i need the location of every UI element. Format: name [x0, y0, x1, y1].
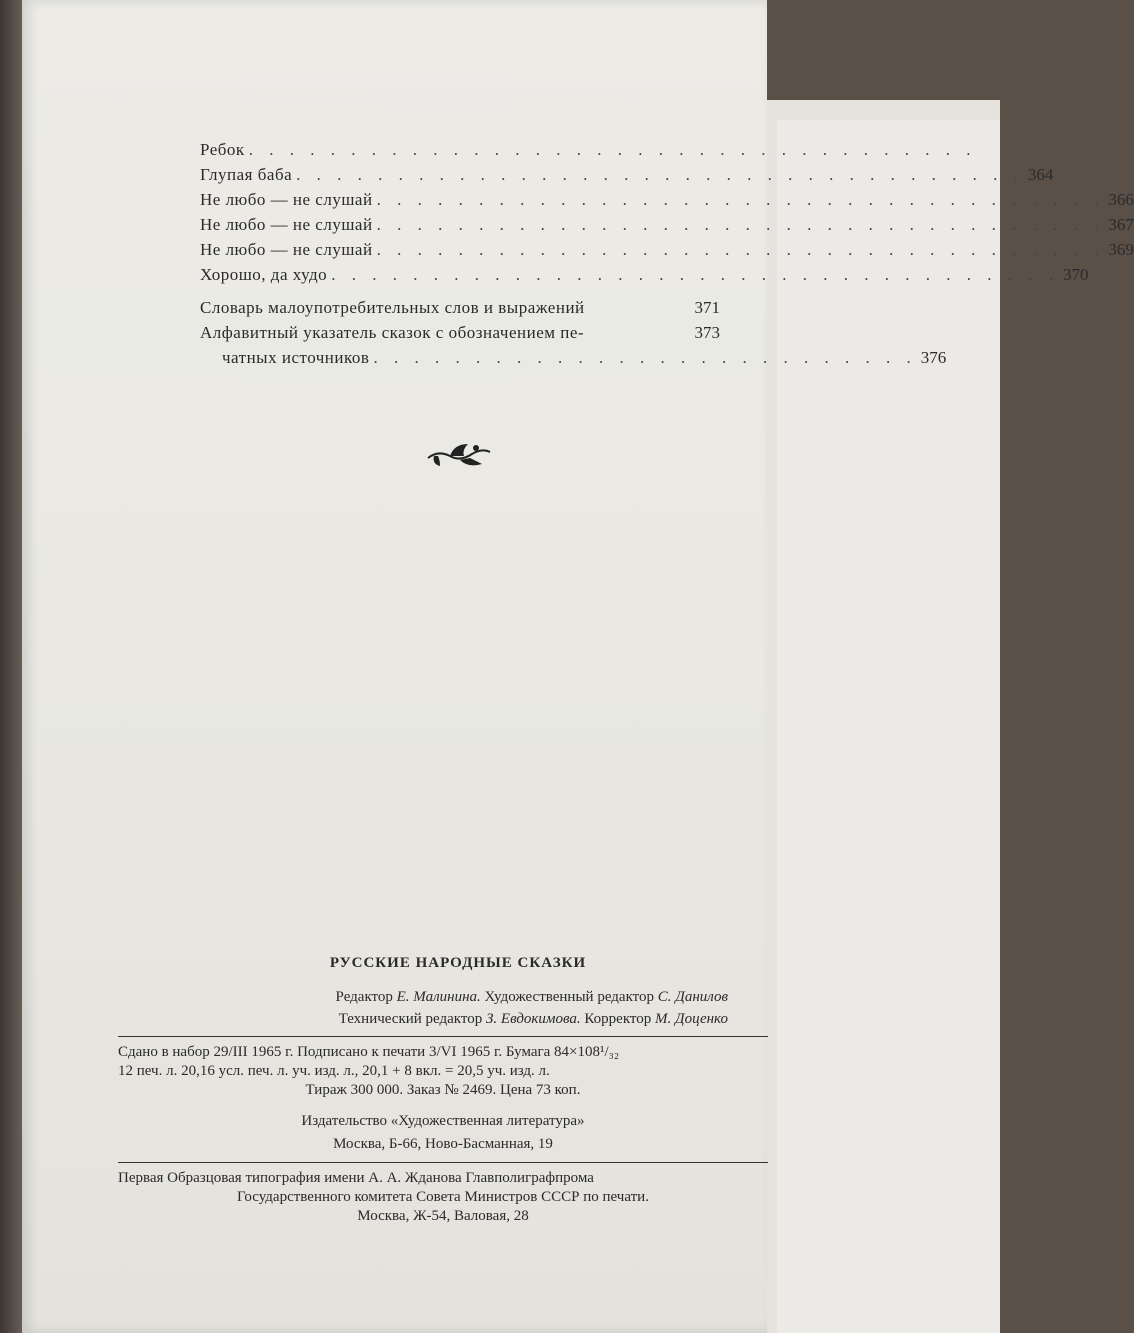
- toc-entry-page: 364: [1027, 165, 1054, 184]
- toc-entry-page: 367: [1108, 215, 1134, 234]
- toc-entry: [200, 298, 720, 323]
- toc-leader-dots: . . . . . . . . . . . . . . . . . . . . . . . . . . . . . . . . . . . .: [248, 140, 977, 159]
- toc-entry-title: Алфавитный указатель сказок с обозначением пе-: [200, 323, 585, 342]
- toc-leader-dots: . . . . . . . . . . . . . . . . . . . . . . . . . . . . . . . . . . . .: [376, 240, 1105, 259]
- editor-label: Редактор: [335, 989, 393, 1005]
- toc-entry: [200, 215, 1134, 240]
- toc-entry-title: Не любо — не слушай: [200, 215, 373, 234]
- toc-entry-page: 370: [1062, 265, 1089, 284]
- toc-entry-title: Не любо — не слушай: [200, 190, 373, 209]
- toc-entry-page: 371: [694, 298, 720, 317]
- table-of-contents: [200, 140, 1134, 373]
- toc-entry: [200, 240, 1134, 265]
- toc-entry-title: чатных источников: [222, 348, 370, 367]
- print-line: 12 печ. л. 20,16 усл. печ. л. уч. изд. л., 20,1 + 8 вкл. = 20,5 уч. изд. л.: [118, 1063, 550, 1079]
- toc-entry-page: 376: [920, 348, 947, 367]
- book-spine-shadow: [0, 0, 24, 1333]
- print-line: Тираж 300 000. Заказ № 2469. Цена 73 коп.: [305, 1082, 581, 1098]
- tech-editors-line: [118, 1008, 768, 1030]
- toc-entry: [200, 348, 947, 373]
- printer-line: Первая Образцовая типография имени А. А. Жданова Главполиграфпрома: [118, 1170, 594, 1186]
- print-details: [118, 1043, 768, 1154]
- toc-leader-dots: . . . . . . . . . . . . . . . . . . . . . . . . . . . . . . . . . . . .: [331, 265, 1059, 284]
- editors-line: [118, 986, 768, 1008]
- toc-leader-dots: . . . . . . . . . . . . . . . . . . . . . . . . . . .: [373, 348, 917, 367]
- tech-editor-label: Технический редактор: [338, 1011, 483, 1027]
- toc-leader-dots: . . . . . . . . . . . . . . . . . . . . . . . . . . . . . . . . . . . .: [376, 215, 1105, 234]
- toc-entry-title: Не любо — не слушай: [200, 240, 373, 259]
- corrector-label: Корректор: [584, 1011, 652, 1027]
- toc-entry-page: 369: [1108, 240, 1134, 259]
- imprint-block: [118, 955, 768, 1226]
- toc-entry: [200, 265, 1089, 290]
- book-title: РУССКИЕ НАРОДНЫЕ СКАЗКИ: [329, 955, 587, 971]
- toc-leader-dots: . . . . . . . . . . . . . . . . . . . . . . . . . . . . . . . . . . . .: [376, 190, 1105, 209]
- toc-entry-title: Хорошо, да худо: [200, 265, 328, 284]
- toc-entry-title: Словарь малоупотребительных слов и выражений: [200, 298, 585, 317]
- toc-entry-title: Ребок: [200, 140, 245, 159]
- corrector-name: М. Доценко: [655, 1011, 728, 1027]
- printer-address: Москва, Ж-54, Валовая, 28: [357, 1208, 529, 1224]
- toc-entry: [200, 190, 1134, 215]
- art-editor-name: С. Данилов: [657, 989, 728, 1005]
- toc-entry: [200, 323, 720, 348]
- toc-leader-dots: . . . . . . . . . . . . . . . . . . . . . . . . . . . . . . . . . . . .: [296, 165, 1024, 184]
- tech-editor-name: З. Евдокимова.: [486, 1011, 581, 1027]
- toc-entry-page: 373: [694, 323, 720, 342]
- divider: [118, 1162, 768, 1163]
- editor-name: Е. Малинина.: [396, 989, 481, 1005]
- toc-entry-page: 366: [1108, 190, 1134, 209]
- printer-details: [118, 1169, 768, 1226]
- toc-entry-title: Глупая баба: [200, 165, 293, 184]
- toc-entry: [200, 165, 1054, 190]
- toc-entry: [200, 140, 977, 165]
- publisher-address: Москва, Б-66, Ново-Басманная, 19: [333, 1136, 553, 1152]
- print-line: Сдано в набор 29/III 1965 г. Подписано к печати 3/VI 1965 г. Бумага 84×108¹/₃₂: [118, 1044, 620, 1060]
- art-editor-label: Художественный редактор: [484, 989, 655, 1005]
- divider: [118, 1036, 768, 1037]
- printer-line: Государственного комитета Совета Министров СССР по печати.: [237, 1189, 649, 1205]
- floral-ornament-icon: [424, 436, 494, 472]
- publisher-line: Издательство «Художественная литература»: [301, 1113, 585, 1129]
